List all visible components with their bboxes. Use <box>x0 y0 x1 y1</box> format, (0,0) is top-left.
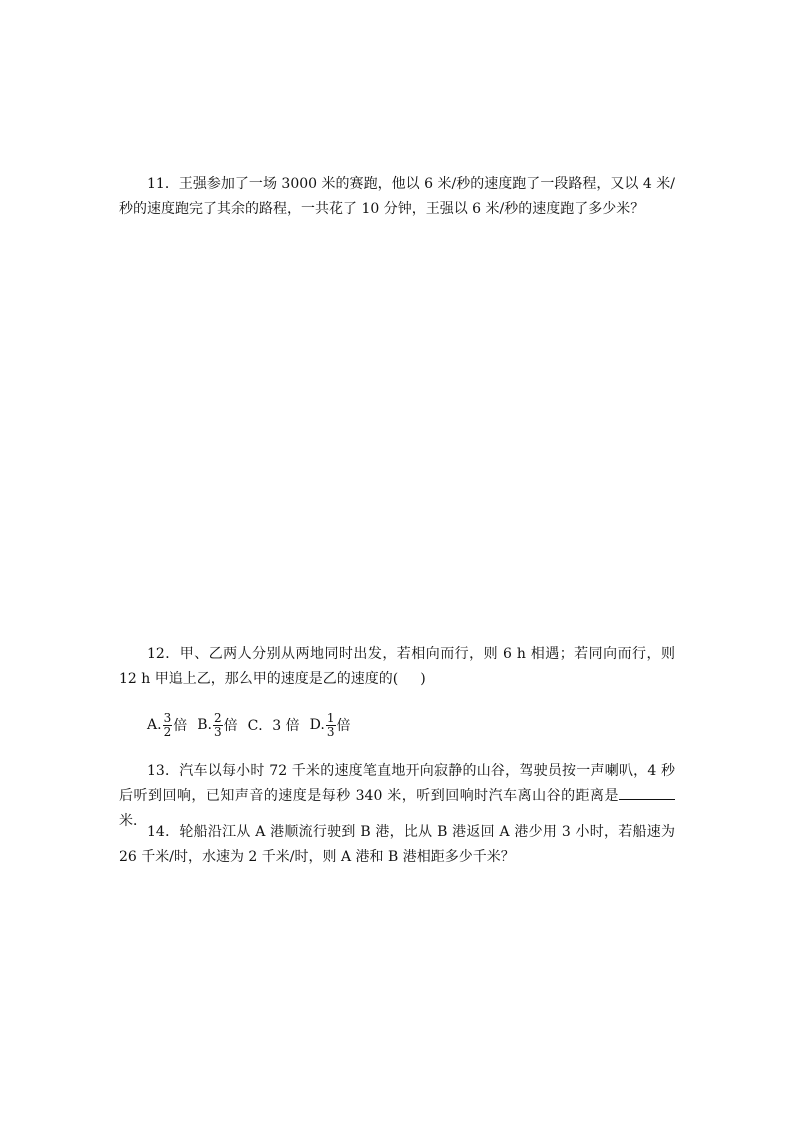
question-number: 12． <box>147 646 180 662</box>
question-11 <box>119 172 675 222</box>
option-c <box>248 715 300 735</box>
question-text: 王强参加了一场 3000 米的赛跑，他以 6 米/秒的速度跑了一段路程，又以 4 米/秒的速度跑完了其余的路程，一共花了 10 分钟，王强以 6 米/秒的速度跑了多少米？ <box>119 176 675 217</box>
option-suffix: 倍 <box>173 718 188 734</box>
fraction <box>213 712 223 739</box>
question-text: 甲、乙两人分别从两地同时出发，若相向而行，则 6 h 相遇；若同向而行，则 12 h 甲追上乙，那么甲的速度是乙的速度的( <box>119 646 675 687</box>
option-b <box>197 712 237 739</box>
question-number: 14． <box>147 824 180 840</box>
option-a <box>147 712 187 739</box>
option-label: B. <box>197 717 212 733</box>
fraction <box>163 712 173 739</box>
question-number: 11． <box>147 176 179 192</box>
question-12 <box>119 642 675 692</box>
fraction-numerator: 3 <box>163 710 172 725</box>
fraction-denominator: 2 <box>163 724 172 739</box>
question-text-end: ) <box>420 671 426 687</box>
fraction <box>326 712 336 739</box>
option-label: C．3 倍 <box>247 718 300 734</box>
question-number: 13． <box>147 763 180 779</box>
option-label: A. <box>147 717 162 733</box>
option-label: D. <box>309 717 325 733</box>
question-text: 轮船沿江从 A 港顺流行驶到 B 港，比从 B 港返回 A 港少用 3 小时，若船速为 26 千米/时，水速为 2 千米/时，则 A 港和 B 港相距多少千米？ <box>119 824 675 865</box>
fraction-numerator: 2 <box>213 710 222 725</box>
option-suffix: 倍 <box>223 718 238 734</box>
question-12-options <box>147 705 361 745</box>
fraction-denominator: 3 <box>326 724 335 739</box>
fraction-numerator: 1 <box>326 710 335 725</box>
answer-blank <box>619 785 675 800</box>
fraction-denominator: 3 <box>213 724 222 739</box>
option-d <box>310 712 351 739</box>
option-suffix: 倍 <box>336 718 351 734</box>
question-text: 汽车以每小时 72 千米的速度笔直地开向寂静的山谷，驾驶员按一声喇叭，4 秒后听到回响，已知声音的速度是每秒 340 米，听到回响时汽车离山谷的距离是 <box>119 763 675 804</box>
question-text-end: 米． <box>119 813 147 829</box>
question-14 <box>119 820 675 870</box>
